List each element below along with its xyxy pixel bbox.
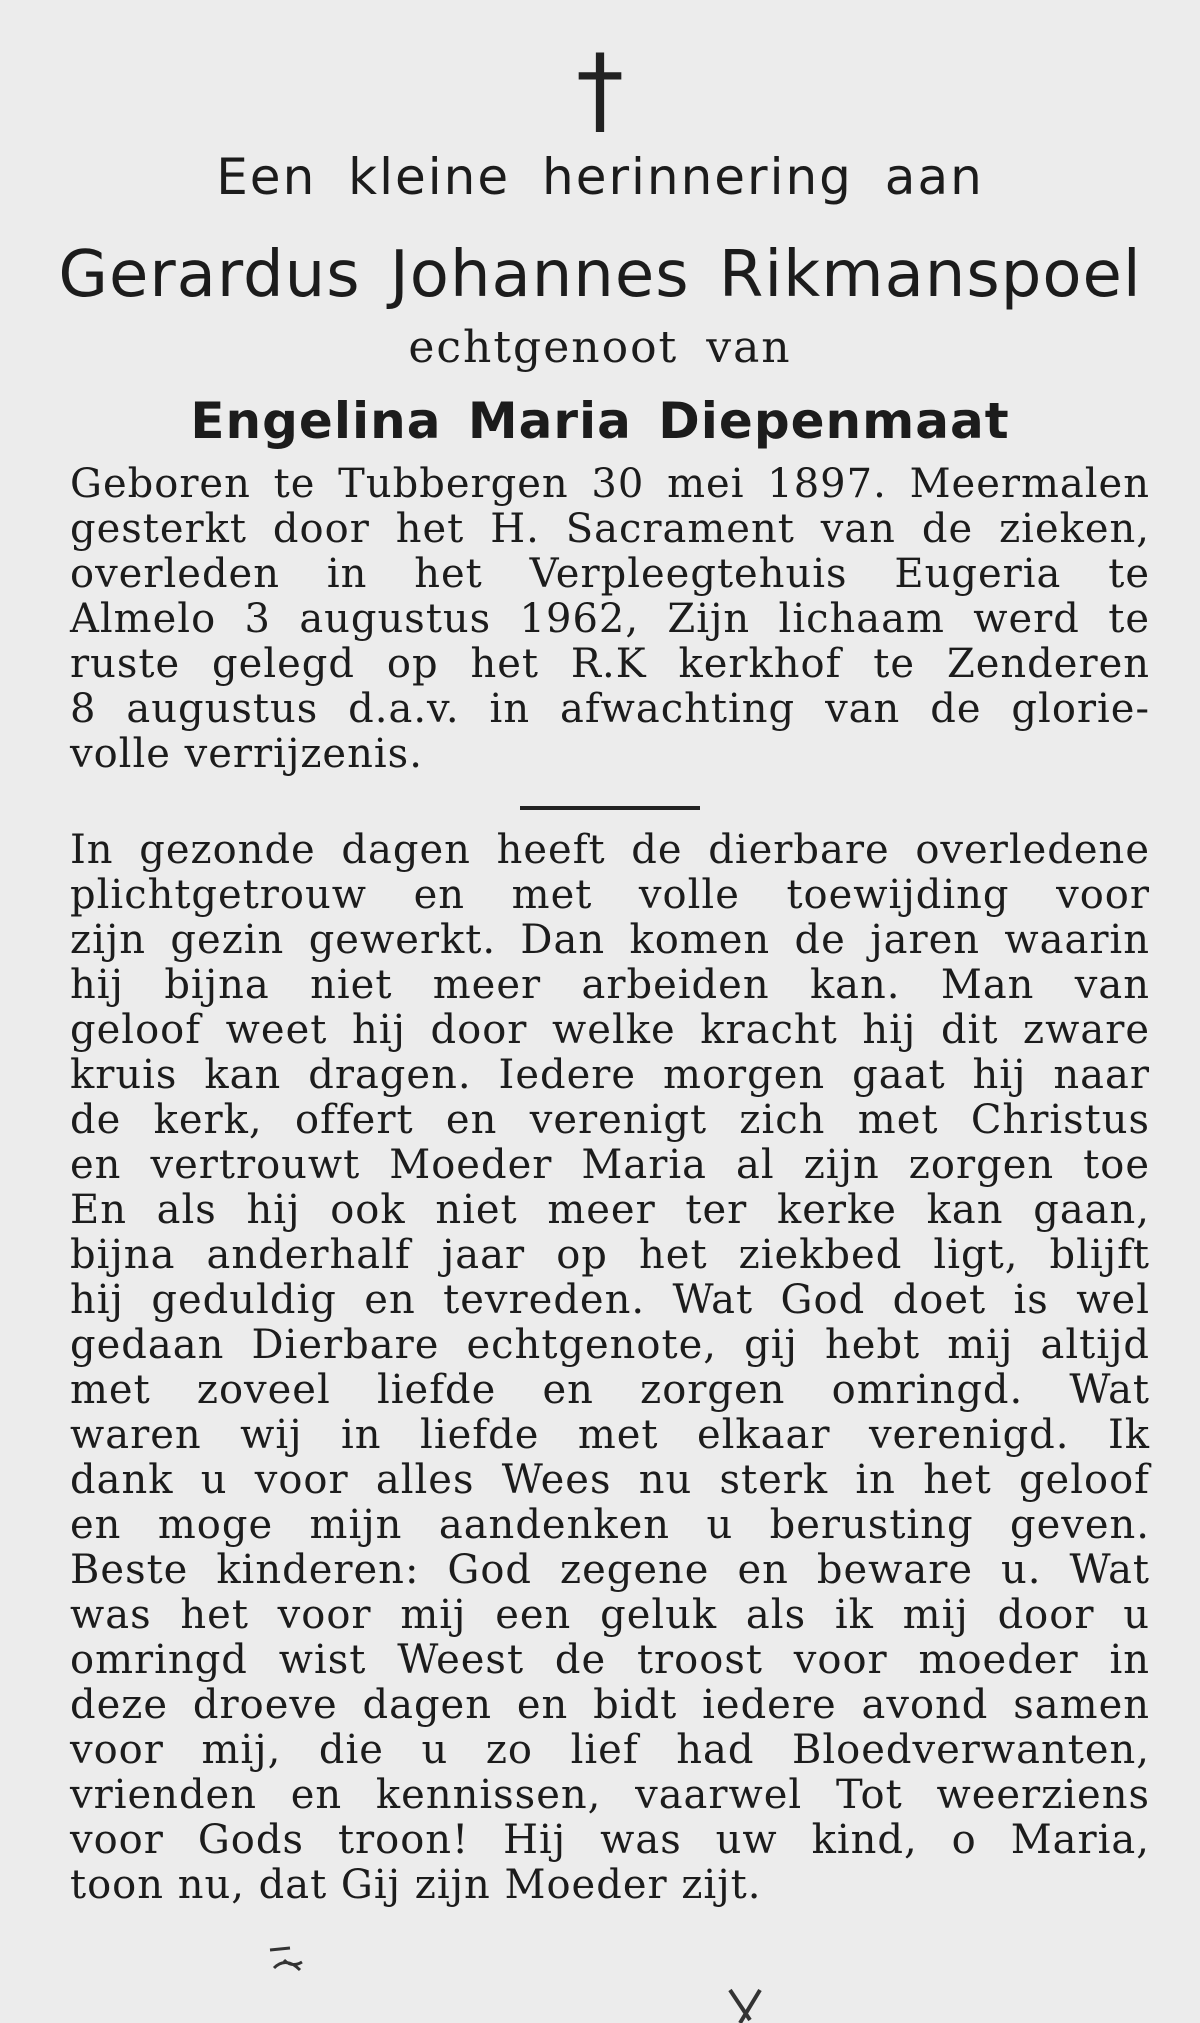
memorial-line: hij bijna niet meer arbeiden kan. Man van bbox=[70, 962, 1150, 1008]
ink-mark-icon bbox=[720, 1980, 840, 2023]
memorial-line: voor Gods troon! Hij was uw kind, o Maria, bbox=[70, 1817, 1150, 1863]
intro-heading: Een kleine herinnering aan bbox=[216, 148, 984, 206]
memorial-line: bijna anderhalf jaar op het ziekbed ligt, blijft bbox=[70, 1232, 1150, 1278]
memorial-paragraph bbox=[70, 828, 1150, 1908]
biography-line: 8 augustus d.a.v. in afwachting van de glorie- bbox=[70, 686, 1150, 732]
memorial-line: toon nu, dat Gij zijn Moeder zijt. bbox=[70, 1862, 762, 1908]
memorial-line: Beste kinderen: God zegene en beware u. Wat bbox=[70, 1547, 1150, 1593]
biography-line: ruste gelegd op het R.K kerkhof te Zenderen bbox=[70, 641, 1150, 687]
memorial-line: omringd wist Weest de troost voor moeder in bbox=[70, 1637, 1150, 1683]
memorial-line: hij geduldig en tevreden. Wat God doet is wel bbox=[70, 1277, 1150, 1323]
memorial-line: en moge mijn aandenken u berusting geven. bbox=[70, 1502, 1150, 1548]
memorial-line: dank u voor alles Wees nu sterk in het geloof bbox=[70, 1457, 1150, 1503]
memorial-line: voor mij, die u zo lief had Bloedverwanten, bbox=[70, 1727, 1150, 1773]
biography-line: Geboren te Tubbergen 30 mei 1897. Meermalen bbox=[70, 461, 1150, 507]
memorial-line: En als hij ook niet meer ter kerke kan gaan, bbox=[70, 1187, 1150, 1233]
biography-paragraph bbox=[70, 462, 1150, 777]
memorial-line: en vertrouwt Moeder Maria al zijn zorgen toe bbox=[70, 1142, 1150, 1188]
memorial-line: met zoveel liefde en zorgen omringd. Wat bbox=[70, 1367, 1150, 1413]
memorial-line: In gezonde dagen heeft de dierbare overledene bbox=[70, 827, 1150, 873]
memorial-line: deze droeve dagen en bidt iedere avond samen bbox=[70, 1682, 1150, 1728]
memorial-line: zijn gezin gewerkt. Dan komen de jaren waarin bbox=[70, 917, 1150, 963]
ink-mark-icon bbox=[262, 1920, 322, 1980]
divider-rule bbox=[520, 806, 700, 810]
spouse-of-label: echtgenoot van bbox=[408, 322, 792, 373]
biography-line: overleden in het Verpleegtehuis Eugeria te bbox=[70, 551, 1150, 597]
biography-line: volle verrijzenis. bbox=[70, 731, 423, 777]
biography-line: gesterkt door het H. Sacrament van de zieken, bbox=[70, 506, 1150, 552]
biography-line: Almelo 3 augustus 1962, Zijn lichaam werd te bbox=[70, 596, 1150, 642]
memorial-line: geloof weet hij door welke kracht hij dit zware bbox=[70, 1007, 1150, 1053]
memorial-line: was het voor mij een geluk als ik mij door u bbox=[70, 1592, 1150, 1638]
memorial-line: gedaan Dierbare echtgenote, gij hebt mij altijd bbox=[70, 1322, 1150, 1368]
cross-icon: † bbox=[576, 34, 624, 146]
memorial-line: kruis kan dragen. Iedere morgen gaat hij naar bbox=[70, 1052, 1150, 1098]
deceased-name: Gerardus Johannes Rikmanspoel bbox=[58, 238, 1142, 312]
memorial-line: waren wij in liefde met elkaar verenigd. Ik bbox=[70, 1412, 1150, 1458]
spouse-name: Engelina Maria Diepenmaat bbox=[190, 392, 1010, 450]
memorial-line: vrienden en kennissen, vaarwel Tot weerziens bbox=[70, 1772, 1150, 1818]
memorial-line: de kerk, offert en verenigt zich met Christus bbox=[70, 1097, 1150, 1143]
memorial-line: plichtgetrouw en met volle toewijding voor bbox=[70, 872, 1150, 918]
